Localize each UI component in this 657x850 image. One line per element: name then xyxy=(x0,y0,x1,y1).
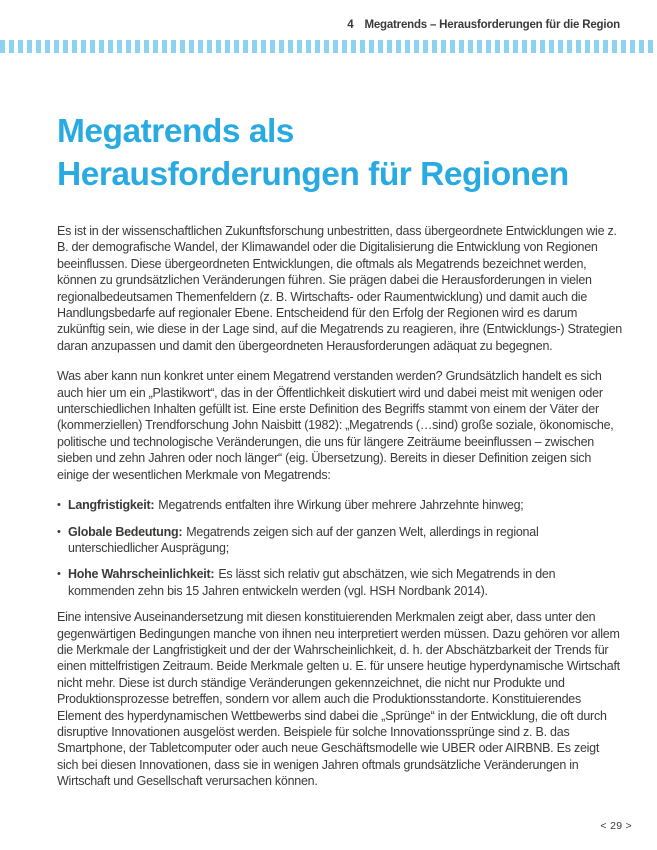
list-item-term: Hohe Wahrscheinlichkeit: xyxy=(68,567,215,582)
list-item-text xyxy=(68,497,524,513)
paragraph-closing: Eine intensive Auseinandersetzung mit diesen konstituierenden Merkmalen zeigt aber, dass unter den gegenwärtigen Bedingungen manche von ihnen neu interpretiert werden müssen. Dazu gehören vor allem die Merkmale der Langfristigkeit und der der Wahrscheinlichkeit, d. h. der Abschätzbarkeit der Trends für einen mittelfristigen Zeitraum. Beide Merkmale gelten u. E. für unsere heutige hyperdynamische Wirtschaft nicht mehr. Diese ist durch ständige Veränderungen gekennzeichnet, die nicht nur Produkte und Produktionsprozesse betreffen, sondern vor allem auch die Produktionsstandorte. Konstituierendes Element des hyperdynamischen Wettbewerbs sind dabei die „Sprünge“ in der Entwicklung, die oft durch disruptive Innovationen ausgelöst werden. Beispiele für solche Innovationssprünge sind z. B. das Smartphone, der Tabletcomputer oder auch neue Geschäftsmodelle wie UBER oder AIRBNB. Es zeigt sich bei diesen Innovationen, dass sie in wenigen Jahren oftmals grundsätzliche Veränderungen in Wirtschaft und Gesellschaft verursachen können. xyxy=(57,610,620,789)
page-number: < 29 > xyxy=(600,820,632,832)
list-item xyxy=(57,497,623,513)
chapter-number: 4 xyxy=(347,19,354,31)
list-item xyxy=(57,524,623,557)
list-item-term: Globale Bedeutung: xyxy=(68,524,183,539)
list-item-text xyxy=(68,524,623,557)
list-item-term: Langfristigkeit: xyxy=(68,498,155,513)
chapter-title: Megatrends – Herausforderungen für die Region xyxy=(364,19,620,31)
list-item-body: Megatrends zeigen sich auf der ganzen Welt, allerdings in regional unterschiedlicher Ausprägung; xyxy=(68,524,539,555)
list-item-body: Es lässt sich relativ gut abschätzen, wie sich Megatrends in den kommenden zehn bis 15 Jahren entwickeln werden (vgl. HSH Nordbank 2014). xyxy=(68,567,556,598)
page-content xyxy=(57,110,623,804)
list-item-body: Megatrends entfalten ihre Wirkung über mehrere Jahrzehnte hinweg; xyxy=(158,498,524,513)
page-title xyxy=(57,110,623,196)
dashed-divider-strip xyxy=(0,40,657,53)
bullet-icon: • xyxy=(57,568,61,581)
page-title-line2: Herausforderungen für Regionen xyxy=(57,156,569,193)
page-title-line1: Megatrends als xyxy=(57,113,294,150)
bullet-icon: • xyxy=(57,499,61,512)
list-item-text xyxy=(68,566,623,599)
megatrend-characteristics-list xyxy=(57,497,623,599)
paragraph-intro: Es ist in der wissenschaftlichen Zukunftsforschung unbestritten, dass übergeordnete Entwicklungen wie z. B. der demografische Wandel, der Klimawandel oder die Digitalisierung die Entwicklung von Regionen beeinflussen. Diese übergeordneten Entwicklungen, die oftmals als Megatrends bezeichnet werden, können zu grundsätzlichen Veränderungen führen. Sie prägen dabei die Herausforderungen in vielen regionalbedeutsamen Themenfeldern (z. B. Wirtschafts- oder Raumentwicklung) und damit auch die Handlungsbedarfe auf regionaler Ebene. Entscheidend für den Erfolg der Regionen wird es darum zukünftig sein, wie diese in der Lage sind, auf die Megatrends zu reagieren, ihre (Entwicklungs-) Strategien daran anzupassen und damit den übergeordneten Herausforderungen adäquat zu begegnen. xyxy=(57,224,622,353)
list-item xyxy=(57,566,623,599)
paragraph-definition: Was aber kann nun konkret unter einem Megatrend verstanden werden? Grundsätzlich handelt es sich auch hier um ein „Plastikwort“, das in der Öffentlichkeit diskutiert wird und dabei meist mit wenigen oder unterschiedlichen Inhalten gefüllt ist. Eine erste Definition des Begriffs stammt von einem der Väter der (kommerziellen) Trendforschung John Naisbitt (1982): „Megatrends (…sind) große soziale, ökonomische, politische und technologische Veränderungen, die uns für längere Zeiträume beeinflussen – zwischen sieben und zehn Jahren oder noch länger“ (eig. Übersetzung). Bereits in dieser Definition zeigen sich einige der wesentlichen Merkmale von Megatrends: xyxy=(57,369,614,482)
running-head xyxy=(347,19,620,31)
bullet-icon: • xyxy=(57,525,61,538)
